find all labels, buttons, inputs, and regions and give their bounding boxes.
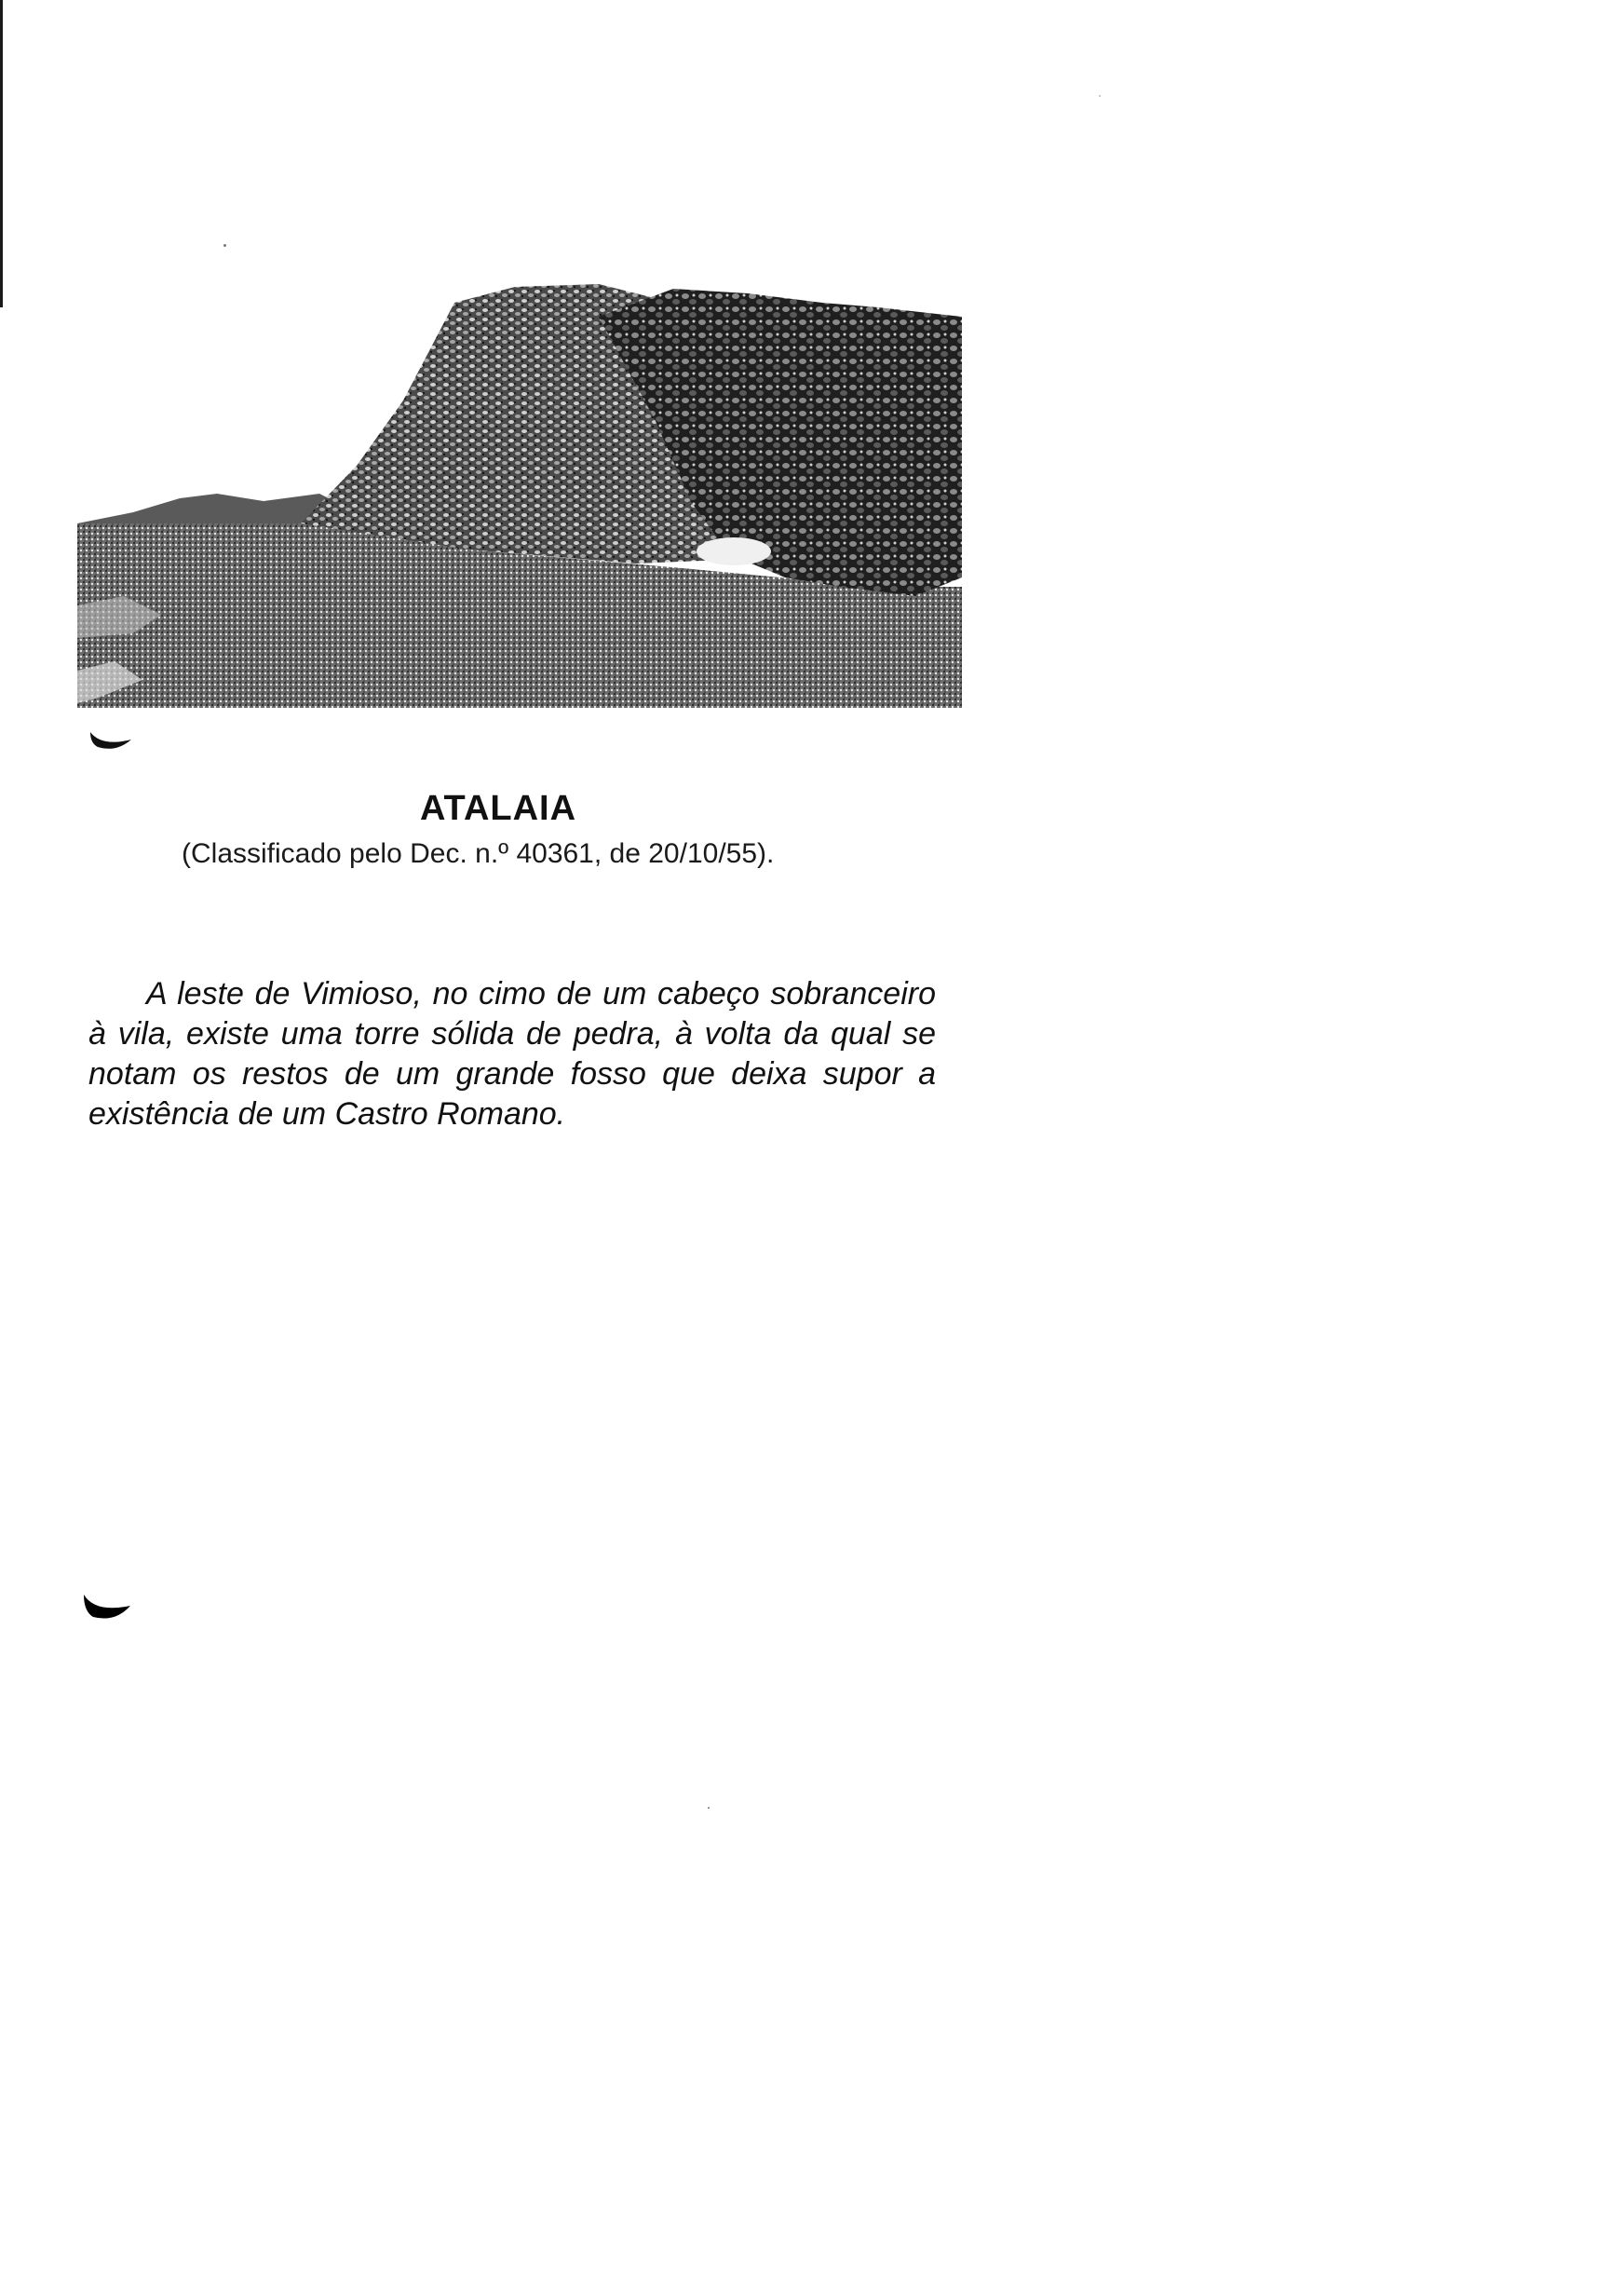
page-edge-shadow <box>0 0 3 307</box>
scan-speck <box>223 244 226 247</box>
scan-speck <box>708 1807 710 1809</box>
page-title: ATALAIA <box>419 789 577 829</box>
atalaia-tower-photo <box>77 279 962 708</box>
scan-speck <box>1099 95 1101 97</box>
description-paragraph: A leste de Vimioso, no cimo de um cabeço sobranceiro à vila, existe uma torre sólida de pedra, à volta da qual se notam os restos de um grande fosso que deixa supor a existência de um Castro Romano. <box>88 976 936 1132</box>
classification-note: (Classificado pelo Dec. n.º 40361, de 20/10/55). <box>182 838 775 869</box>
binding-hole-mark-top <box>88 727 135 754</box>
binding-hole-mark-bottom <box>82 1591 134 1624</box>
